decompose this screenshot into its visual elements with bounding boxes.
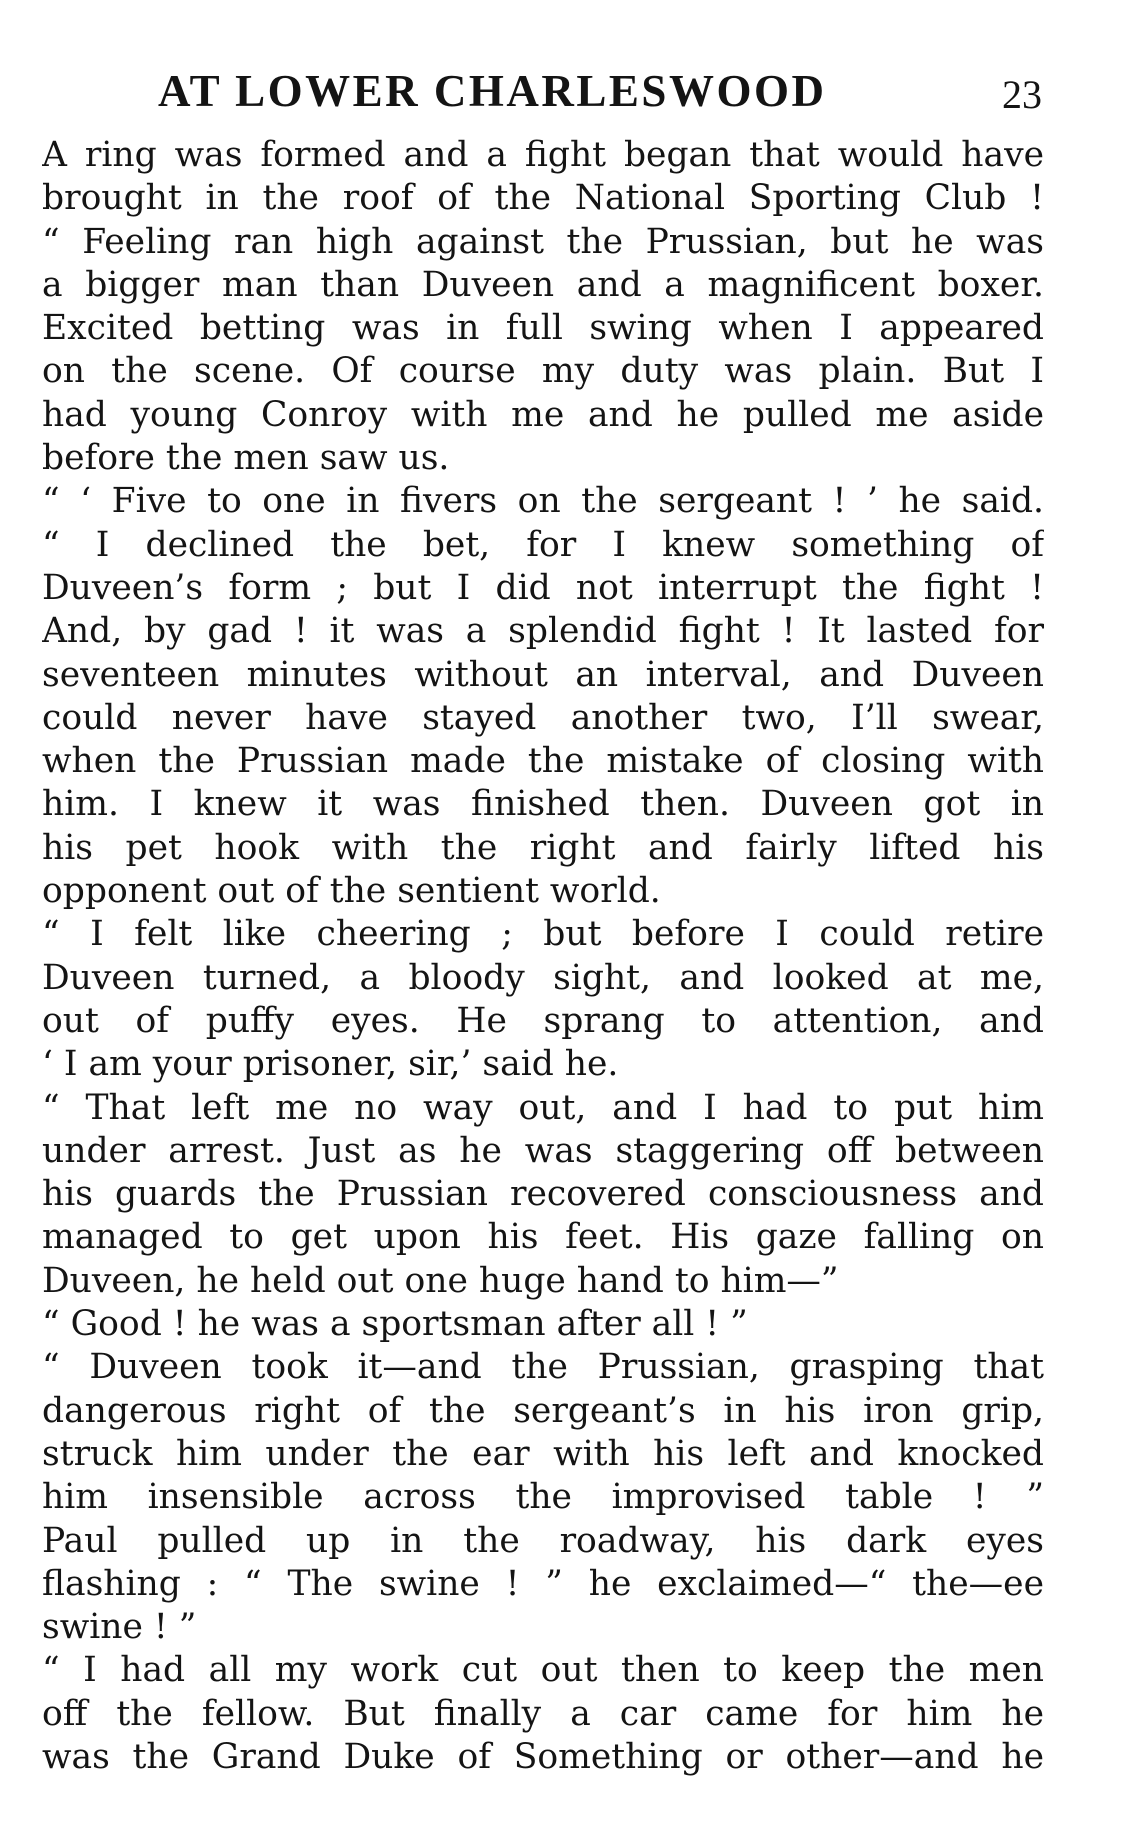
text-line: him. I knew it was finished then. Duveen got in	[42, 784, 1044, 825]
text-line: Excited betting was in full swing when I appeared	[42, 308, 1044, 349]
text-line: seventeen minutes without an interval, and Duveen	[42, 654, 1044, 695]
text-line: “ Duveen took it—and the Prussian, grasping that	[42, 1347, 1044, 1388]
text-line: “ ‘ Five to one in fivers on the sergeant ! ’ he said.	[42, 481, 1044, 522]
text-line: A ring was formed and a fight began that would have	[42, 135, 1044, 175]
text-line: his guards the Prussian recovered consciousness and	[42, 1174, 1044, 1215]
text-line: opponent out of the sentient world.	[42, 871, 661, 912]
body-text	[42, 134, 1044, 1779]
text-line: “ Good ! he was a sportsman after all ! ”	[42, 1304, 748, 1345]
text-line: “ That left me no way out, and I had to put him	[42, 1087, 1044, 1128]
text-line: struck him under the ear with his left and knocked	[42, 1433, 1044, 1474]
running-head: AT LOWER CHARLESWOOD	[158, 66, 827, 116]
text-line: was the Grand Duke of Something or other—and he	[42, 1736, 1044, 1777]
text-line: flashing : “ The swine ! ” he exclaimed—“ the—ee	[42, 1563, 1044, 1604]
text-line: Duveen turned, a bloody sight, and looked at me,	[42, 957, 1044, 998]
text-line: his pet hook with the right and fairly lifted his	[42, 827, 1044, 868]
text-line: “ I declined the bet, for I knew something of	[42, 524, 1044, 565]
text-line: “ I had all my work cut out then to keep the men	[42, 1650, 1044, 1691]
text-line: under arrest. Just as he was staggering off between	[42, 1130, 1044, 1171]
text-line: ‘ I am your prisoner, sir,’ said he.	[42, 1044, 619, 1085]
text-line: on the scene. Of course my duty was plain. But I	[42, 351, 1044, 392]
text-line: had young Conroy with me and he pulled me aside	[42, 394, 1044, 435]
text-line: And, by gad ! it was a splendid fight ! It lasted for	[42, 611, 1044, 652]
text-line: a bigger man than Duveen and a magnificent boxer.	[42, 264, 1044, 305]
text-line: Duveen’s form ; but I did not interrupt the fight !	[42, 567, 1044, 608]
text-line: Duveen, he held out one huge hand to him—”	[42, 1260, 839, 1301]
page-header	[40, 56, 1042, 126]
text-line: swine ! ”	[42, 1607, 197, 1648]
text-line: him insensible across the improvised table ! ”	[42, 1477, 1044, 1518]
text-line: “ Feeling ran high against the Prussian, but he was	[42, 221, 1044, 262]
page-number: 23	[1002, 72, 1042, 117]
text-line: brought in the roof of the National Sporting Club !	[42, 178, 1044, 219]
text-line: Paul pulled up in the roadway, his dark eyes	[42, 1520, 1044, 1561]
text-line: “ I felt like cheering ; but before I could retire	[42, 914, 1044, 955]
text-line: could never have stayed another two, I’ll swear,	[42, 697, 1044, 738]
text-line: dangerous right of the sergeant’s in his iron grip,	[42, 1390, 1044, 1431]
text-line: when the Prussian made the mistake of closing with	[42, 741, 1044, 782]
text-line: before the men saw us.	[42, 438, 450, 479]
text-line: managed to get upon his feet. His gaze falling on	[42, 1217, 1044, 1258]
text-line: out of puffy eyes. He sprang to attention, and	[42, 1000, 1044, 1041]
text-line: off the fellow. But finally a car came for him he	[42, 1693, 1044, 1734]
